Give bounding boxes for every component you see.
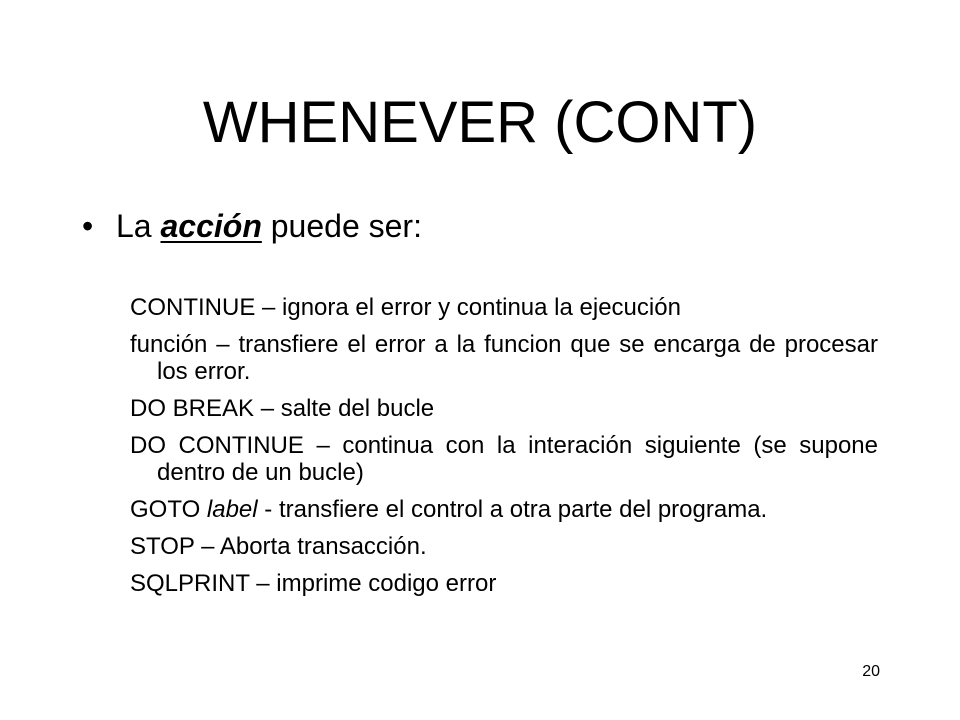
action-item-do-continue [130,432,878,486]
action-item-do-break [130,395,878,422]
action-keyword: DO BREAK [130,395,255,422]
slide-title: WHENEVER (CONT) [202,90,758,155]
action-description: – imprime codigo error [249,570,497,597]
action-description: - transfiere el control a otra parte del programa. [257,496,768,523]
action-keyword: DO CONTINUE [130,432,304,459]
action-keyword: GOTO [130,496,207,523]
action-argument: label [206,496,258,523]
action-description: – continua con la interación siguiente (se supone dentro de un bucle) [157,432,879,486]
action-description: – Aborta transacción. [194,533,427,560]
bullet-marker: • [82,208,94,244]
action-keyword: función [130,331,208,358]
page-number: 20 [862,663,880,680]
action-description: – ignora el error y continua la ejecución [255,294,681,321]
bullet-prefix: La [116,208,161,244]
action-description: – transfiere el error a la funcion que se encarga de procesar los error. [157,331,878,385]
action-keyword: SQLPRINT [130,570,250,597]
bullet-intro [82,206,422,246]
bullet-suffix: puede ser: [261,208,422,244]
action-item-sqlprint [130,570,878,597]
action-list [130,294,878,607]
action-description: – salte del bucle [254,395,435,422]
action-item-continue [130,294,878,321]
action-keyword: CONTINUE [130,294,256,321]
action-keyword: STOP [130,533,195,560]
action-item-goto [130,496,878,523]
action-item-funcion [130,331,878,385]
action-item-stop [130,533,878,560]
bullet-emphasis-word: acción [160,208,262,244]
